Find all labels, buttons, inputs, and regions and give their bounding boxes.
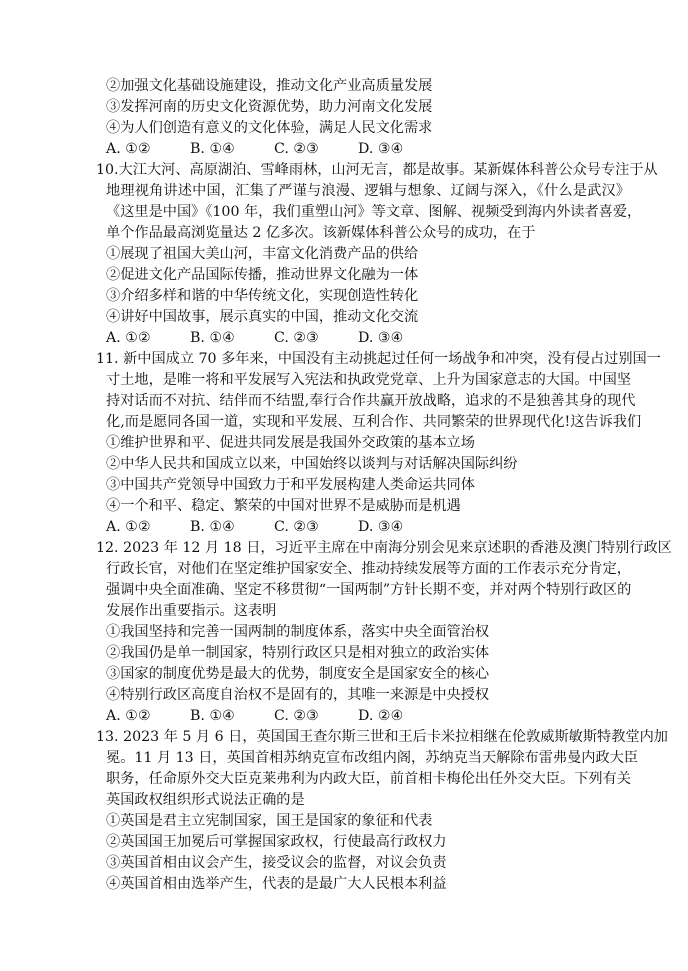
answer-options <box>100 706 630 727</box>
question-stem-line: 地理视角讲述中国，汇集了严谨与浪漫、逻辑与想象、辽阔与深入，《什么是武汉》 <box>106 183 630 199</box>
option-a: A. ①② <box>106 330 151 346</box>
option-c: C. ②③ <box>274 708 319 724</box>
question-stem-line: 11. 新中国成立 70 多年来，中国没有主动挑起过任何一场战争和冲突，没有侵占过别国一 <box>96 351 661 367</box>
answer-options <box>100 328 630 349</box>
statement: ①我国坚持和完善一国两制的制度体系，落实中央全面管治权 <box>106 624 490 640</box>
option-d: D. ③④ <box>358 330 404 346</box>
option-d: D. ③④ <box>358 141 404 157</box>
option-c: C. ②③ <box>274 519 319 535</box>
option-b: B. ①④ <box>190 519 235 535</box>
question-stem-line: 《这里是中国》《100 年，我们重塑山河》等文章、图解、视频受到海内外读者喜爱， <box>106 204 642 220</box>
question-stem-line: 化,而是愿同各国一道，实现和平发展、互利合作、共同繁荣的世界现代化!这告诉我们 <box>106 414 642 430</box>
question-stem-line: 12. 2023 年 12 月 18 日，习近平主席在中南海分别会见来京述职的香港及澳门特别行政区 <box>96 540 672 556</box>
question-stem-line: 10.大江大河、高原湖泊、雪峰雨林，山河无言，都是故事。某新媒体科普公众号专注于从 <box>96 162 658 178</box>
option-b: B. ①④ <box>190 330 235 346</box>
statement: ④英国首相由选举产生，代表的是最广大人民根本利益 <box>106 876 447 892</box>
question-stem-line: 单个作品最高浏览量达 2 亿多次。该新媒体科普公众号的成功，在于 <box>106 225 536 241</box>
option-a: A. ①② <box>106 708 151 724</box>
statement: ④讲好中国故事，展示真实的中国，推动文化交流 <box>106 309 419 325</box>
statement: ③中国共产党领导中国致力于和平发展构建人类命运共同体 <box>106 477 475 493</box>
question-stem-line: 冕。11 月 13 日，英国首相苏纳克宣布改组内阁，苏纳克当天解除布雷弗曼内政大臣 <box>106 750 639 766</box>
statement: ②英国国王加冕后可掌握国家政权，行使最高行政权力 <box>106 834 447 850</box>
statement: ②加强文化基础设施建设，推动文化产业高质量发展 <box>106 78 433 94</box>
answer-options <box>100 139 630 160</box>
option-d: D. ③④ <box>358 519 404 535</box>
statement: ④一个和平、稳定、繁荣的中国对世界不是威胁而是机遇 <box>106 498 461 514</box>
question-stem-line: 英国政权组织形式说法正确的是 <box>106 792 305 808</box>
option-b: B. ①④ <box>190 708 235 724</box>
question-stem-line: 强调中央全面准确、坚定不移贯彻“一国两制”方针长期不变，并对两个特别行政区的 <box>106 582 632 598</box>
statement: ②我国仍是单一制国家，特别行政区只是相对独立的政治实体 <box>106 645 490 661</box>
answer-options <box>100 517 630 538</box>
option-a: A. ①② <box>106 519 151 535</box>
statement: ③英国首相由议会产生，接受议会的监督，对议会负责 <box>106 855 447 871</box>
question-stem-line: 13. 2023 年 5 月 6 日，英国国王查尔斯三世和王后卡米拉相继在伦敦威斯敏斯特教堂内加 <box>96 729 668 745</box>
exam-content <box>96 76 672 895</box>
statement: ④为人们创造有意义的文化体验，满足人民文化需求 <box>106 120 433 136</box>
question-12 <box>96 538 672 727</box>
question-9-tail <box>100 76 630 160</box>
option-a: A. ①② <box>106 141 151 157</box>
statement: ②促进文化产品国际传播，推动世界文化融为一体 <box>106 267 419 283</box>
question-stem-line: 职务，任命原外交大臣克莱弗利为内政大臣，前首相卡梅伦出任外交大臣。下列有关 <box>106 771 631 787</box>
question-stem-line: 行政长官，对他们在坚定维护国家安全、推动持续发展等方面的工作表示充分肯定， <box>106 561 631 577</box>
question-stem-line: 持对话而不对抗、结伴而不结盟,奉行合作共赢开放战略，追求的不是独善其身的现代 <box>106 393 636 409</box>
statement: ④特别行政区高度自治权不是固有的，其唯一来源是中央授权 <box>106 687 490 703</box>
question-stem-line: 发展作出重要指示。这表明 <box>106 603 277 619</box>
option-c: C. ②③ <box>274 330 319 346</box>
statement: ③国家的制度优势是最大的优势，制度安全是国家安全的核心 <box>106 666 490 682</box>
statement: ③介绍多样和谐的中华传统文化，实现创造性转化 <box>106 288 419 304</box>
question-10 <box>96 160 658 349</box>
option-b: B. ①④ <box>190 141 235 157</box>
option-d: D. ②④ <box>358 708 404 724</box>
question-13 <box>96 727 668 895</box>
question-stem-line: 寸土地，是唯一将和平发展写入宪法和执政党党章、上升为国家意志的大国。中国坚 <box>106 372 631 388</box>
statement: ③发挥河南的历史文化资源优势，助力河南文化发展 <box>106 99 433 115</box>
question-11 <box>96 349 661 538</box>
statement: ①展现了祖国大美山河，丰富文化消费产品的供给 <box>106 246 419 262</box>
statement: ②中华人民共和国成立以来，中国始终以谈判与对话解决国际纠纷 <box>106 456 518 472</box>
statement: ①维护世界和平、促进共同发展是我国外交政策的基本立场 <box>106 435 475 451</box>
option-c: C. ②③ <box>274 141 319 157</box>
statement: ①英国是君主立宪制国家，国王是国家的象征和代表 <box>106 813 433 829</box>
